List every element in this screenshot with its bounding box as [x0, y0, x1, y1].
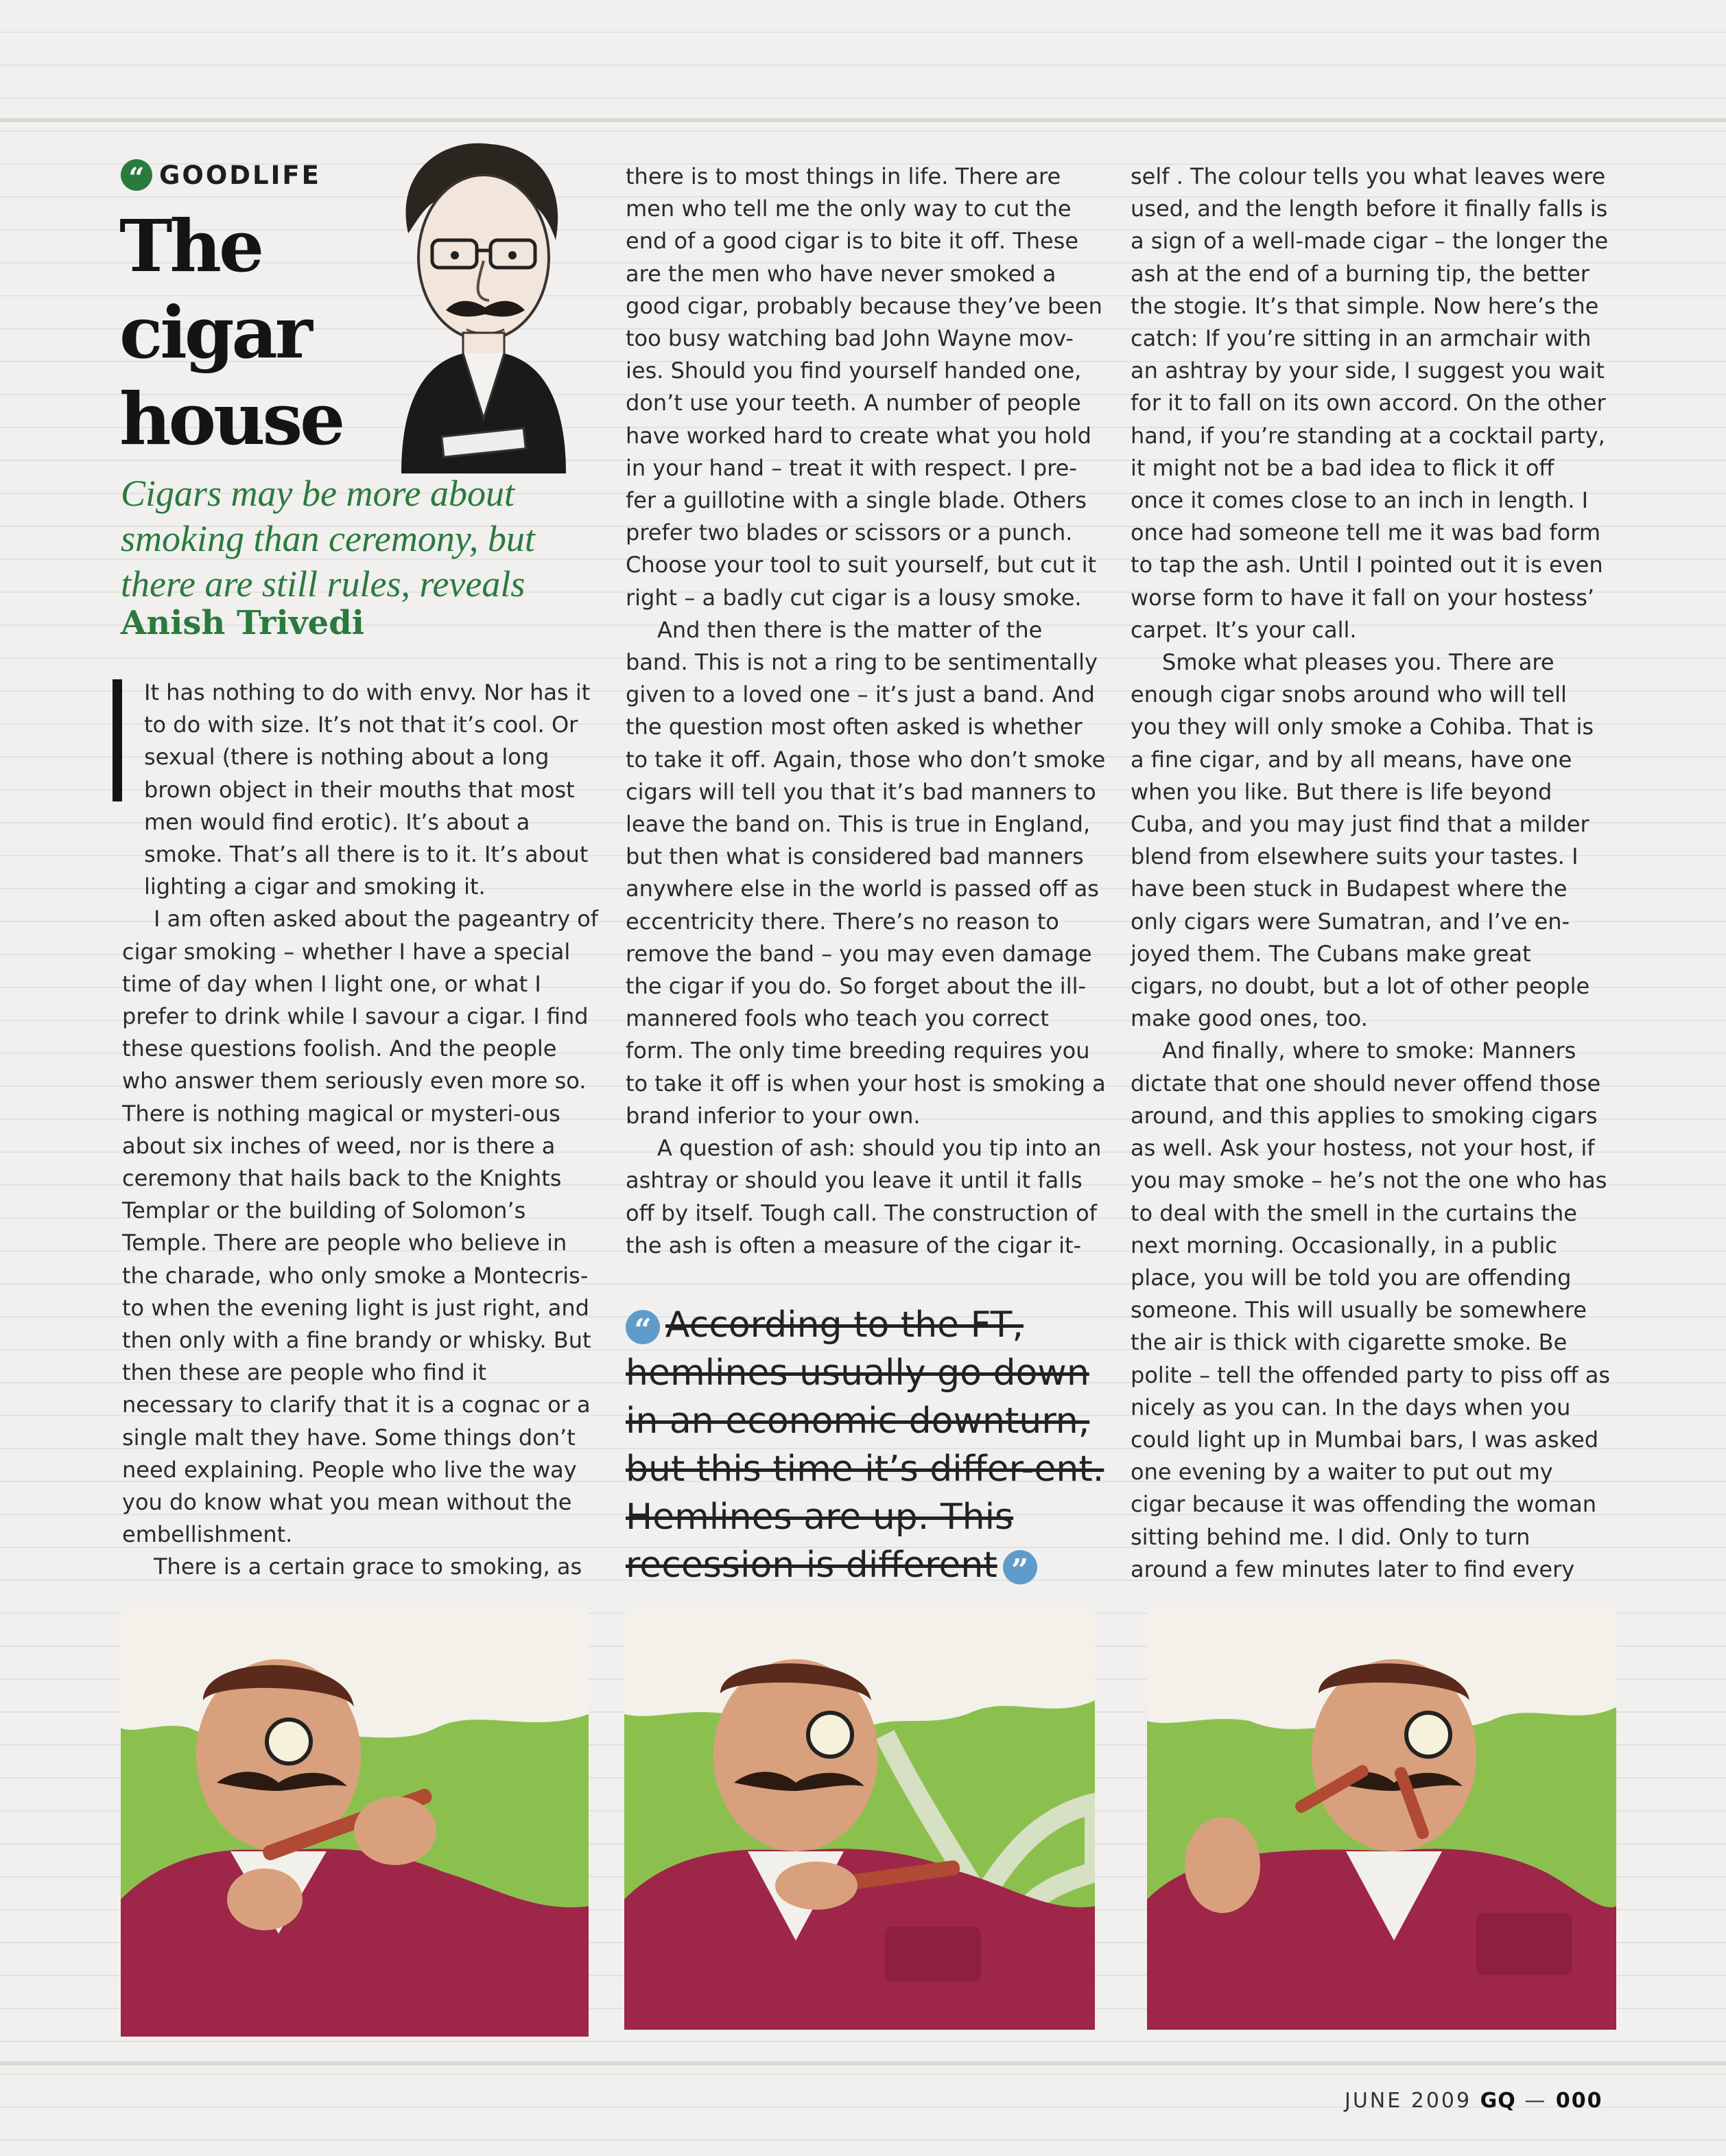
- paragraph: Smoke what pleases you. There are enough cigar snobs around who will tell you they will only smoke a Cohiba. That is a fine cigar, and by all means, have one when you like. But there is life beyond Cuba, and you may just find that a milder blend from elsewhere suits your tastes. I have been stuck in Budapest where the only cigars were Sumatran, and I’ve en-joyed them. The Cubans make great cigars, no doubt, but a lot of other people make good ones, too.: [1131, 649, 1594, 1032]
- top-rule: [0, 118, 1726, 122]
- paragraph: there is to most things in life. There are men who tell me the only way to cut the end of a good cigar is to bite it off. These are the men who have never smoked a good cigar, probably because they’ve been too busy watching bad John Wayne mov-ies. Should you find yourself handed one, don’t use your teeth. A number of people have worked hard to create what you hold in your hand – treat it with respect. I pre-fer a guillotine with a single blade. Others prefer two blades or scissors or a punch. Choose your tool to suit yourself, but cut it right – a badly cut cigar is a lousy smoke.: [626, 163, 1102, 611]
- body-column-1: [122, 677, 602, 1584]
- paragraph: A question of ash: should you tip into an ashtray or should you leave it until it falls off by itself. Tough call. The construction of the ash is often a measure of the cigar it-: [626, 1135, 1102, 1258]
- folio-page-number: 000: [1555, 2089, 1603, 2113]
- pull-quote: [626, 1301, 1106, 1589]
- byline: Anish Trivedi: [121, 604, 364, 642]
- paragraph: And then there is the matter of the band. This is not a ring to be sentimentally given to a loved one – it’s just a band. And the question most often asked is whether to take it off. Again, those who don’t smoke cigars will tell you that it’s bad manners to leave the band on. This is true in England, but then what is considered bad manners anywhere else in the world is passed off as eccentricity there. There’s no reason to remove the band – you may even damage the cigar if you do. So forget about the ill-mannered fools who teach you correct form. The only time breeding requires you to take it off is when your host is smoking a brand inferior to your own.: [626, 616, 1106, 1129]
- folio: [1345, 2089, 1603, 2113]
- illustration-panel-cigar-band: [624, 1611, 1095, 2030]
- drop-cap-i: [113, 679, 122, 801]
- caricature-face: [418, 175, 549, 340]
- paragraph: It has nothing to do with envy. Nor has it to do with size. It’s not that it’s cool. Or sexual (there is nothing about a long brown object in their mouths that most men would find erotic). It’s about a smoke. That’s all there is to it. It’s about lighting a cigar and smoking it.: [144, 679, 591, 900]
- paragraph: There is a certain grace to smoking, as: [154, 1554, 582, 1580]
- headline-line-2: cigar: [119, 290, 310, 375]
- pull-quote-text: According to the FT, hemlines usually go down in an economic downturn, but this time it’s differ-ent. Hemlines are up. This recession is different: [626, 1304, 1104, 1586]
- quote-logo-icon: “: [121, 159, 152, 191]
- body-column-3: [1131, 161, 1611, 1586]
- folio-date: JUNE 2009: [1345, 2089, 1472, 2113]
- headline-line-3: house: [119, 377, 343, 461]
- deck: Cigars may be more about smoking than ceremony, but there are still rules, reveals: [121, 473, 535, 605]
- section-label: GOODLIFE: [159, 160, 321, 190]
- body-column-2: [626, 161, 1106, 1262]
- section-tag: [121, 159, 321, 194]
- illustration-panel-cutting-cigar: [121, 1611, 589, 2037]
- open-quote-icon: “: [626, 1310, 660, 1344]
- folio-brand: GQ: [1480, 2089, 1516, 2113]
- folio-separator: —: [1524, 2089, 1548, 2113]
- bottom-rule: [0, 2061, 1726, 2065]
- headline: [119, 203, 407, 462]
- author-caricature: [381, 130, 573, 473]
- paragraph: self . The colour tells you what leaves were used, and the length before it finally falls is a sign of a well-made cigar – the longer the ash at the end of a burning tip, the better the stogie. It’s that simple. Now here’s the catch: If you’re sitting in an armchair with an ashtray by your side, I suggest you wait for it to fall on its own accord. On the other hand, if you’re standing at a cocktail party, it might not be a bad idea to flick it off once it comes close to an inch in length. I once had someone tell me it was bad form to tap the ash. Until I pointed out it is even worse form to have it fall on your hostess’ carpet. It’s your call.: [1131, 163, 1609, 643]
- close-quote-icon: ”: [1003, 1550, 1037, 1584]
- illustration-panel-smoking: [1147, 1611, 1616, 2030]
- paragraph: I am often asked about the pageantry of cigar smoking – whether I have a special time of day when I light one, or what I prefer to drink while I savour a cigar. I find these questions foolish. And the people who answer them seriously even more so. There is nothing magical or mysteri-ous about six inches of weed, nor is there a ceremony that hails back to the Knights Templar or the building of Solomon’s Temple. There are people who believe in the charade, who only smoke a Montecris-to when the evening light is just right, and then only with a fine brandy or whisky. But then these are people who find it necessary to clarify that it is a cognac or a single malt they have. Some things don’t need explaining. People who live the way you do know what you mean without the embellishment.: [122, 906, 599, 1548]
- paragraph: And finally, where to smoke: Manners dictate that one should never offend those around, and this applies to smoking cigars as well. Ask your hostess, not your host, if you may smoke – he’s not the one who has to deal with the smell in the curtains the next morning. Occasionally, in a public place, you will be told you are offending someone. This will usually be somewhere the air is thick with cigarette smoke. Be polite – tell the offended party to piss off as nicely as you can. In the days when you could light up in Mumbai bars, I was asked one evening by a waiter to put out my cigar because it was offending the woman sitting behind me. I did. Only to turn around a few minutes later to find every: [1131, 1038, 1611, 1582]
- headline-line-1: The: [119, 204, 262, 288]
